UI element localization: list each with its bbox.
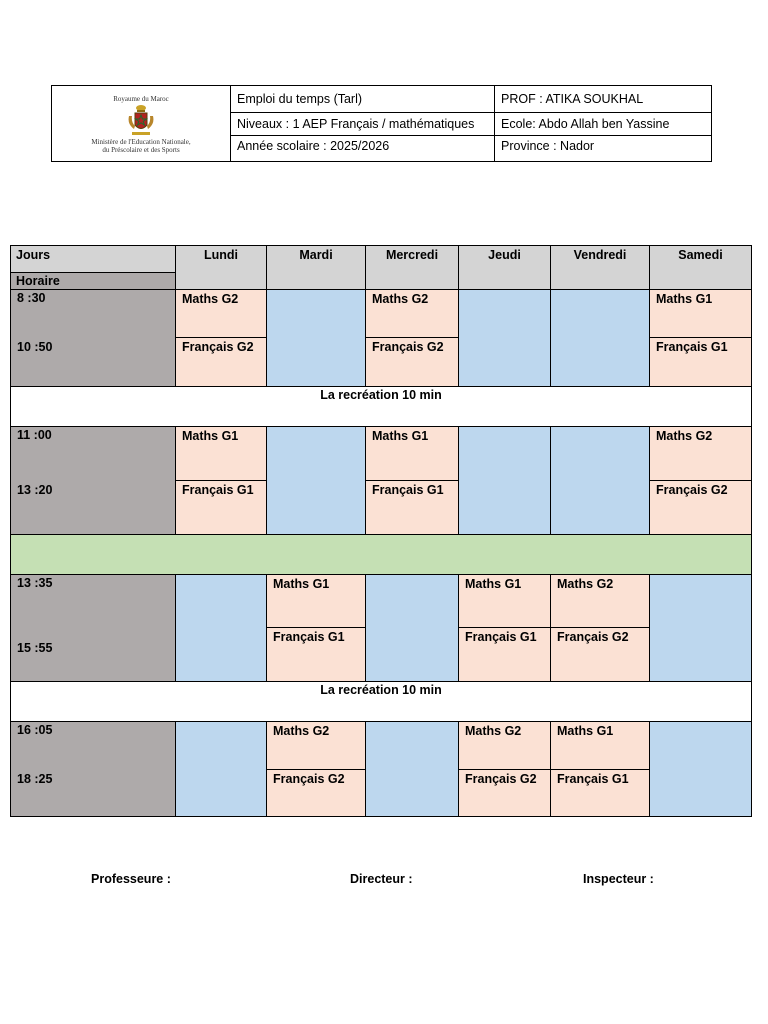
free-cell [458,426,551,535]
session-cell: Français G1 [458,627,551,682]
start-time: 16 :05 [17,723,53,737]
session-cell: Français G2 [365,337,459,387]
day-header-lundi: Lundi [175,245,267,290]
day-header-vendredi: Vendredi [550,245,650,290]
free-cell [649,574,752,682]
time-slot [10,289,176,387]
jours-header: Jours [10,245,176,273]
session-cell: Maths G1 [266,574,366,628]
end-time: 13 :20 [17,483,53,497]
prof-name: PROF : ATIKA SOUKHAL [495,86,712,113]
session-cell: Français G1 [649,337,752,387]
end-time: 15 :55 [17,641,53,655]
session-cell: Maths G2 [266,721,366,770]
annee-info: Année scolaire : 2025/2026 [231,135,495,161]
session-cell: Français G2 [175,337,267,387]
day-header-samedi: Samedi [649,245,752,290]
logo-ministry-line2: du Préscolaire et des Sports [102,146,180,154]
session-cell: Maths G2 [649,426,752,481]
free-cell [550,289,650,387]
time-slot [10,721,176,817]
signature-professeure: Professeure : [91,872,171,886]
session-cell: Français G1 [175,480,267,535]
session-cell: Maths G1 [458,574,551,628]
free-cell [550,426,650,535]
free-cell [365,574,459,682]
free-cell [458,289,551,387]
end-time: 10 :50 [17,340,53,354]
horaire-header: Horaire [10,272,176,290]
free-cell [175,574,267,682]
recreation-row: La recréation 10 min [10,386,752,427]
session-cell: Français G1 [266,627,366,682]
day-header-jeudi: Jeudi [458,245,551,290]
lunch-break-row [10,534,752,575]
start-time: 13 :35 [17,576,53,590]
session-cell: Maths G2 [458,721,551,770]
logo-ministry-line1: Ministère de l'Education Nationale, [91,138,191,146]
session-cell: Maths G1 [365,426,459,481]
signature-directeur: Directeur : [350,872,413,886]
start-time: 11 :00 [17,428,52,442]
free-cell [365,721,459,817]
free-cell [266,289,366,387]
free-cell [175,721,267,817]
day-header-mercredi: Mercredi [365,245,459,290]
session-cell: Français G2 [550,627,650,682]
start-time: 8 :30 [17,291,46,305]
session-cell: Maths G1 [649,289,752,338]
session-cell: Maths G1 [550,721,650,770]
session-cell: Maths G2 [175,289,267,338]
session-cell: Français G2 [649,480,752,535]
recreation-row: La recréation 10 min [10,681,752,722]
free-cell [266,426,366,535]
session-cell: Français G2 [266,769,366,817]
session-cell: Français G2 [458,769,551,817]
time-slot [10,426,176,535]
session-cell: Maths G2 [365,289,459,338]
ecole-info: Ecole: Abdo Allah ben Yassine [495,113,712,135]
session-cell: Français G1 [365,480,459,535]
day-header-mardi: Mardi [266,245,366,290]
end-time: 18 :25 [17,772,53,786]
free-cell [649,721,752,817]
session-cell: Maths G2 [550,574,650,628]
logo-kingdom-text: Royaume du Maroc [113,95,169,103]
session-cell: Français G1 [550,769,650,817]
niveaux-info: Niveaux : 1 AEP Français / mathématiques [231,113,495,135]
signature-inspecteur: Inspecteur : [583,872,654,886]
session-cell: Maths G1 [175,426,267,481]
time-slot [10,574,176,682]
timetable-title: Emploi du temps (Tarl) [231,86,495,113]
province-info: Province : Nador [495,135,712,161]
